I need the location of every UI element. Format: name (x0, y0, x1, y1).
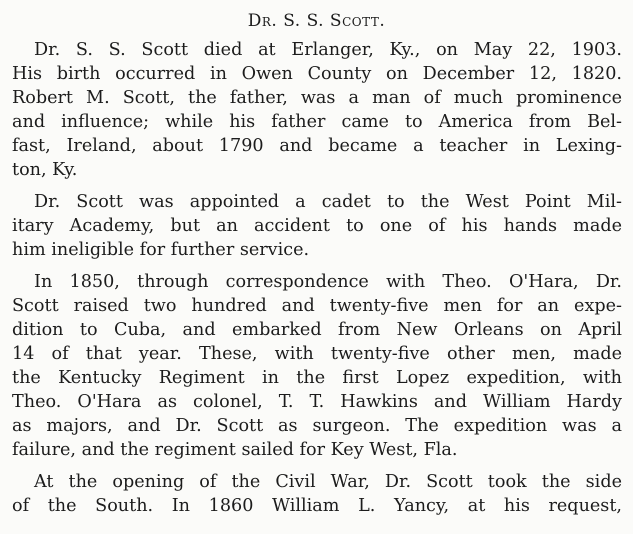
text-line: of the South. In 1860 William L. Yancy, at his request, (12, 496, 622, 516)
text-line: Robert M. Scott, the father, was a man of much prominence (12, 88, 622, 108)
text-line: At the opening of the Civil War, Dr. Scott took the side (34, 472, 622, 492)
text-line: ton, Ky. (12, 160, 78, 180)
text-line: him ineligible for further service. (12, 240, 310, 260)
text-line: Dr. S. S. Scott died at Erlanger, Ky., on May 22, 1903. (34, 40, 622, 60)
text-line: itary Academy, but an accident to one of his hands made (12, 216, 622, 236)
article-heading: Dr. S. S. Scott. (247, 11, 386, 31)
text-line: failure, and the regiment sailed for Key West, Fla. (12, 440, 458, 460)
text-line: His birth occurred in Owen County on December 12, 1820. (12, 64, 622, 84)
text-line: as majors, and Dr. Scott as surgeon. The expedition was a (12, 416, 622, 436)
text-line: Dr. Scott was appointed a cadet to the West Point Mil- (34, 192, 622, 212)
text-line: 14 of that year. These, with twenty-five other men, made (12, 344, 622, 364)
text-line: In 1850, through correspondence with Theo. O'Hara, Dr. (34, 272, 622, 292)
text-line: Scott raised two hundred and twenty-five men for an expe- (12, 296, 622, 316)
text-line: dition to Cuba, and embarked from New Orleans on April (12, 320, 622, 340)
text-line: Theo. O'Hara as colonel, T. T. Hawkins and William Hardy (12, 392, 622, 412)
text-line: fast, Ireland, about 1790 and became a teacher in Lexing- (12, 136, 622, 156)
text-line: the Kentucky Regiment in the first Lopez expedition, with (12, 368, 622, 388)
text-line: and influence; while his father came to America from Bel- (12, 112, 622, 132)
